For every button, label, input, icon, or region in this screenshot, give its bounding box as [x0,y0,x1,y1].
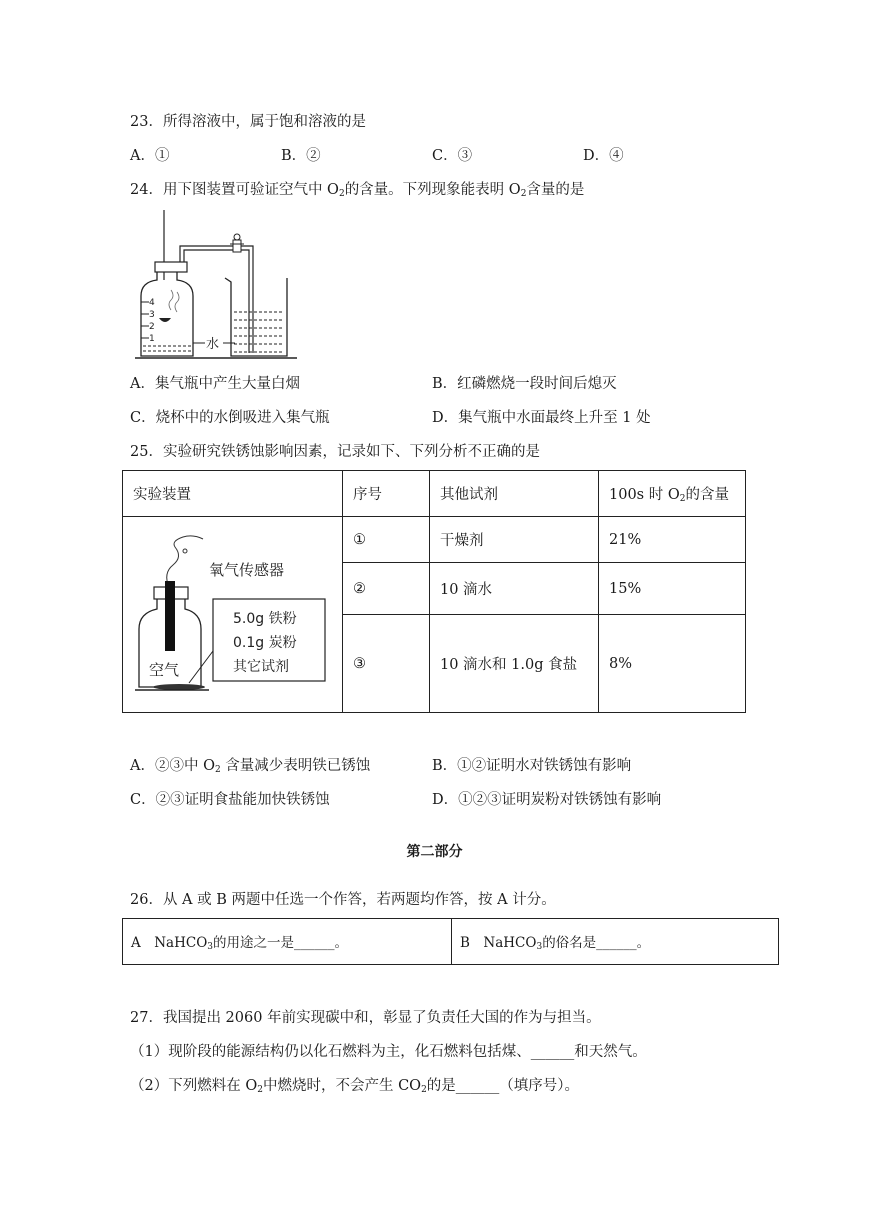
row1-number: ① [343,517,430,563]
q24-option-a: A．集气瓶中产生大量白烟 [130,376,300,392]
q25-table [122,470,746,713]
q23-stem: 23．所得溶液中，属于饱和溶液的是 [130,114,366,130]
q25-option-b: B．①②证明水对铁锈蚀有影响 [432,758,632,774]
q24-option-c: C．烧杯中的水倒吸进入集气瓶 [130,410,330,426]
q25-option-a: A．②③中 $O_2$ 含量减少表明铁已锈蚀 [130,758,371,775]
row1-reagent: 干燥剂 [430,517,599,563]
box-line-other: 其它试剂 [233,658,289,675]
header-apparatus: 实验装置 [123,471,343,517]
row3-number: ③ [343,615,430,713]
header-reagent: 其他试剂 [430,471,599,517]
scale-mark-3: 3 [149,310,155,320]
q27-stem: 27．我国提出 2060 年前实现碳中和，彰显了负责任大国的作为与担当。 [130,1010,601,1026]
sensor-label: 氧气传感器 [209,560,285,579]
scale-mark-2: 2 [149,322,155,332]
q24-stem: 24．用下图装置可验证空气中 $O_2$的含量。下列现象能表明 $O_2$含量的是 [130,182,585,199]
q26-table [122,918,779,965]
box-line-iron: 5.0g 铁粉 [233,610,297,627]
q25-stem: 25．实验研究铁锈蚀影响因素，记录如下、下列分析不正确的是 [130,444,540,460]
q24-option-b: B．红磷燃烧一段时间后熄灭 [432,376,617,392]
q25-apparatus-figure [129,525,329,705]
q27-sub2: （2）下列燃料在 $O_2$中燃烧时，不会产生 $CO_2$的是______（填序号）。 [130,1078,580,1095]
q27-sub1: （1）现阶段的能源结构仍以化石燃料为主，化石燃料包括煤、______和天然气。 [130,1044,647,1060]
row2-reagent: 10 滴水 [430,563,599,615]
part2-title: 第二部分 [406,844,463,860]
scale-mark-1: 1 [149,334,155,344]
q23-option-b: B．② [281,148,321,164]
q24-apparatus-figure [135,210,305,362]
q26-cell-b: B NaHCO$_3$的俗名是______。 [452,919,779,965]
q24-option-d: D．集气瓶中水面最终上升至 1 处 [432,410,651,426]
row3-reagent: 10 滴水和 1.0g 食盐 [430,615,599,713]
row3-o2: 8% [599,615,746,713]
q25-option-c: C．②③证明食盐能加快铁锈蚀 [130,792,330,808]
q23-option-c: C．③ [432,148,473,164]
water-label: 水 [206,337,220,352]
air-label: 空气 [149,660,180,679]
box-line-carbon: 0.1g 炭粉 [233,634,297,651]
header-number: 序号 [343,471,430,517]
row2-number: ② [343,563,430,615]
row2-o2: 15% [599,563,746,615]
header-o2-content: 100s 时 $O_2$的含量 [599,471,746,517]
apparatus-cell [123,517,343,713]
q26-stem: 26．从 A 或 B 两题中任选一个作答，若两题均作答，按 A 计分。 [130,892,556,908]
q26-cell-a: A NaHCO$_3$的用途之一是______。 [123,919,452,965]
q25-option-d: D．①②③证明炭粉对铁锈蚀有影响 [432,792,662,808]
q23-option-a: A．① [130,148,170,164]
row1-o2: 21% [599,517,746,563]
scale-mark-4: 4 [149,298,155,308]
q23-option-d: D．④ [583,148,624,164]
